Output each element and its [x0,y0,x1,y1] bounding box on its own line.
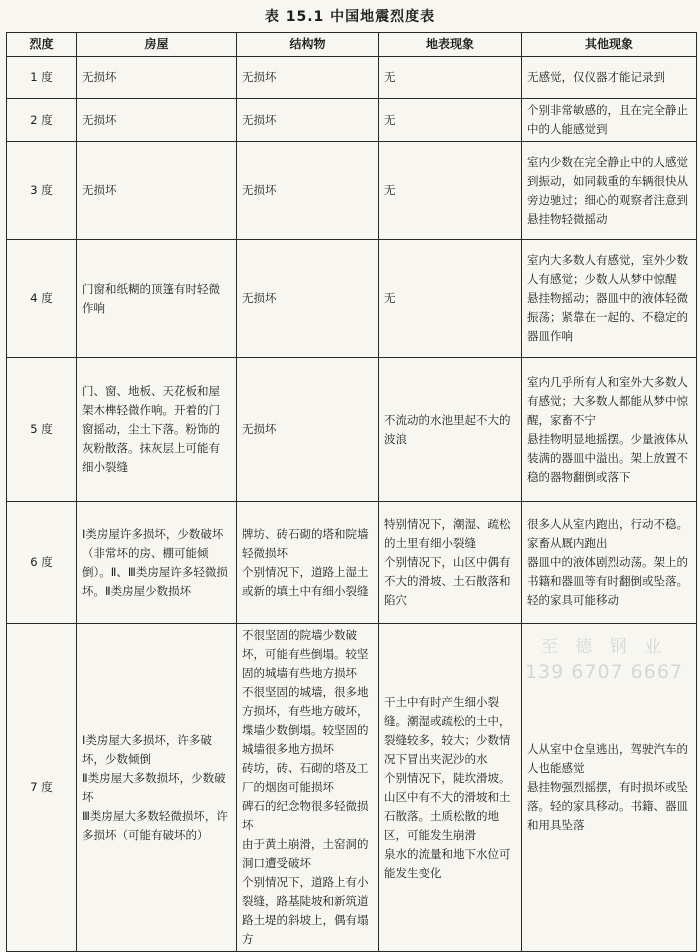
ground-text: 泉水的流量和地下水位可能发生变化 [384,846,511,880]
header-row [7,33,697,57]
structure-text: 无损坏 [242,291,277,305]
other-text: 很多人从室内跑出，行动不稳。家畜从厩内跑出 [527,517,688,550]
house-text: 无损坏 [82,70,117,84]
other-text: 悬挂物摇动；器皿中的液体轻微振荡；紧靠在一起的、不稳定的器皿作响 [527,291,688,343]
ground-cell [379,142,522,240]
other-cell [522,502,697,624]
other-cell [522,358,697,502]
ground-text: 无 [384,183,396,197]
structure-text: 个别情况下，道路上有小裂缝，路基陡坡和新筑道路土堤的斜坡上，偶有塌方 [242,875,369,946]
other-text: 室内几乎所有人和室外大多数人有感觉；大多数人都能从梦中惊醒，家畜不宁 [527,374,688,427]
other-text: 室内少数在完全静止中的人感觉到振动，如同载重的车辆很快从旁边驰过；细心的观察者注意到悬挂物轻微摇动 [527,154,688,226]
structure-text: 无损坏 [242,422,277,436]
structure-text: 由于黄土崩滑，土窑洞的洞口遭受破坏 [242,837,369,870]
degree-cell: 2 度 [7,99,77,142]
degree-cell: 7 度 [7,624,77,952]
other-text: 悬挂物强烈摇摆，有时损坏或坠落。轻的家具移动。书籍、器皿和用具坠落 [527,780,688,832]
degree-cell: 6 度 [7,502,77,624]
structure-cell [237,240,379,358]
other-text: 悬挂物明显地摇摆。少量液体从装满的器皿中溢出。架上放置不稳的器物翻倒或落下 [527,431,688,484]
header-degree: 烈度 [7,33,77,57]
other-text: 器皿中的液体剧烈动荡。架上的书籍和器皿等有时翻倒或坠落。轻的家具可能移动 [527,555,688,607]
other-text: 人从室中仓皇逃出，驾驶汽车的人也能感觉 [527,742,688,775]
other-text: 无感觉，仅仪器才能记录到 [527,70,665,84]
house-text: 门、窗、地板、天花板和屋架木榫轻微作响。开着的门窗摇动，尘土下落。粉饰的灰粉散落。抹灰层上可能有细小裂缝 [82,384,220,474]
house-cell [77,142,237,240]
ground-text: 干土中有时产生细小裂缝。潮湿或疏松的土中，裂缝较多，较大；少数情况下冒出夹泥沙的水 [384,694,511,766]
structure-text: 无损坏 [242,70,277,84]
structure-text: 牌坊、砖石砌的塔和院墙轻微损坏 [242,526,369,560]
structure-text: 不很坚固的院墙少数破坏，可能有些倒塌。较坚固的城墙有些地方损坏 [242,628,369,680]
ground-text: 不流动的水池里起不大的波浪 [384,412,511,446]
ground-cell [379,624,522,952]
ground-cell [379,502,522,624]
table-row [7,240,697,358]
ground-text: 无 [384,112,396,127]
ground-cell [379,240,522,358]
house-text: Ⅰ类房屋大多损坏，许多破坏，少数倾倒 [82,732,212,766]
house-text: Ⅱ类房屋大多数损坏，少数破坏 [82,770,226,804]
structure-cell [237,624,379,952]
header-ground: 地表现象 [379,33,522,57]
house-text: Ⅰ类房屋许多损坏，少数破坏（非常坏的房、棚可能倾倒）。Ⅱ、Ⅲ类房屋许多轻微损坏。Ⅱ类房屋少数损坏 [82,526,228,598]
table-row [7,358,697,502]
structure-cell [237,99,379,142]
table-row [7,502,697,624]
structure-cell [237,142,379,240]
ground-text: 个别情况下，陡坎滑坡。山区中有不大的滑坡和土石散落。土质松散的地区，可能发生崩滑 [384,770,511,842]
structure-cell [237,57,379,99]
table-title: 表 15.1 中国地震烈度表 [264,9,436,25]
degree-cell: 4 度 [7,240,77,358]
other-text: 室内大多数人有感觉，室外少数人有感觉；少数人从梦中惊醒 [527,253,688,286]
watermark-name: 至 德 钢 业 [540,637,668,657]
header-other: 其他现象 [522,33,697,57]
table-row [7,57,697,99]
ground-text: 无 [384,291,396,305]
ground-text: 特别情况下，潮湿、疏松的土里有细小裂缝 [384,517,511,550]
house-cell [77,502,237,624]
degree-cell: 1 度 [7,57,77,99]
other-cell [522,57,697,99]
degree-cell: 3 度 [7,142,77,240]
house-cell [77,240,237,358]
other-text: 个别非常敏感的，且在完全静止中的人能感觉到 [527,103,688,136]
other-cell [522,240,697,358]
other-cell [522,142,697,240]
table-row [7,142,697,240]
house-cell [77,99,237,142]
structure-cell [237,358,379,502]
ground-text: 无 [384,70,396,84]
house-cell [77,57,237,99]
house-text: 门窗和纸糊的顶篷有时轻微作响 [82,281,220,315]
table-row [7,99,697,142]
structure-text: 不很坚固的城墙，很多地方损坏，有些地方破坏，堞墙少数倒塌。较坚固的城墙很多地方损坏 [242,685,369,756]
structure-text: 个别情况下，道路上湿土或新的填土中有细小裂缝 [242,564,369,598]
intensity-table [6,32,697,952]
watermark-phone: 139 6707 6667 [524,661,684,683]
house-text: Ⅲ类房屋大多数轻微损坏，许多损坏（可能有破坏的） [82,808,228,842]
structure-text: 无损坏 [242,183,277,197]
house-cell [77,624,237,952]
watermark [508,632,700,683]
structure-text: 无损坏 [242,112,277,127]
ground-cell [379,99,522,142]
ground-cell [379,57,522,99]
degree-cell: 5 度 [7,358,77,502]
ground-text: 个别情况下，山区中偶有不大的滑坡、土石散落和陷穴 [384,555,511,607]
house-text: 无损坏 [82,183,117,197]
ground-cell [379,358,522,502]
header-house: 房屋 [77,33,237,57]
house-text: 无损坏 [82,112,117,127]
house-cell [77,358,237,502]
header-structure: 结构物 [237,33,379,57]
structure-cell [237,502,379,624]
other-cell [522,99,697,142]
structure-text: 碑石的纪念物很多轻微损坏 [242,799,369,832]
structure-text: 砖坊，砖、石砌的塔及工厂的烟囱可能损坏 [242,761,369,794]
